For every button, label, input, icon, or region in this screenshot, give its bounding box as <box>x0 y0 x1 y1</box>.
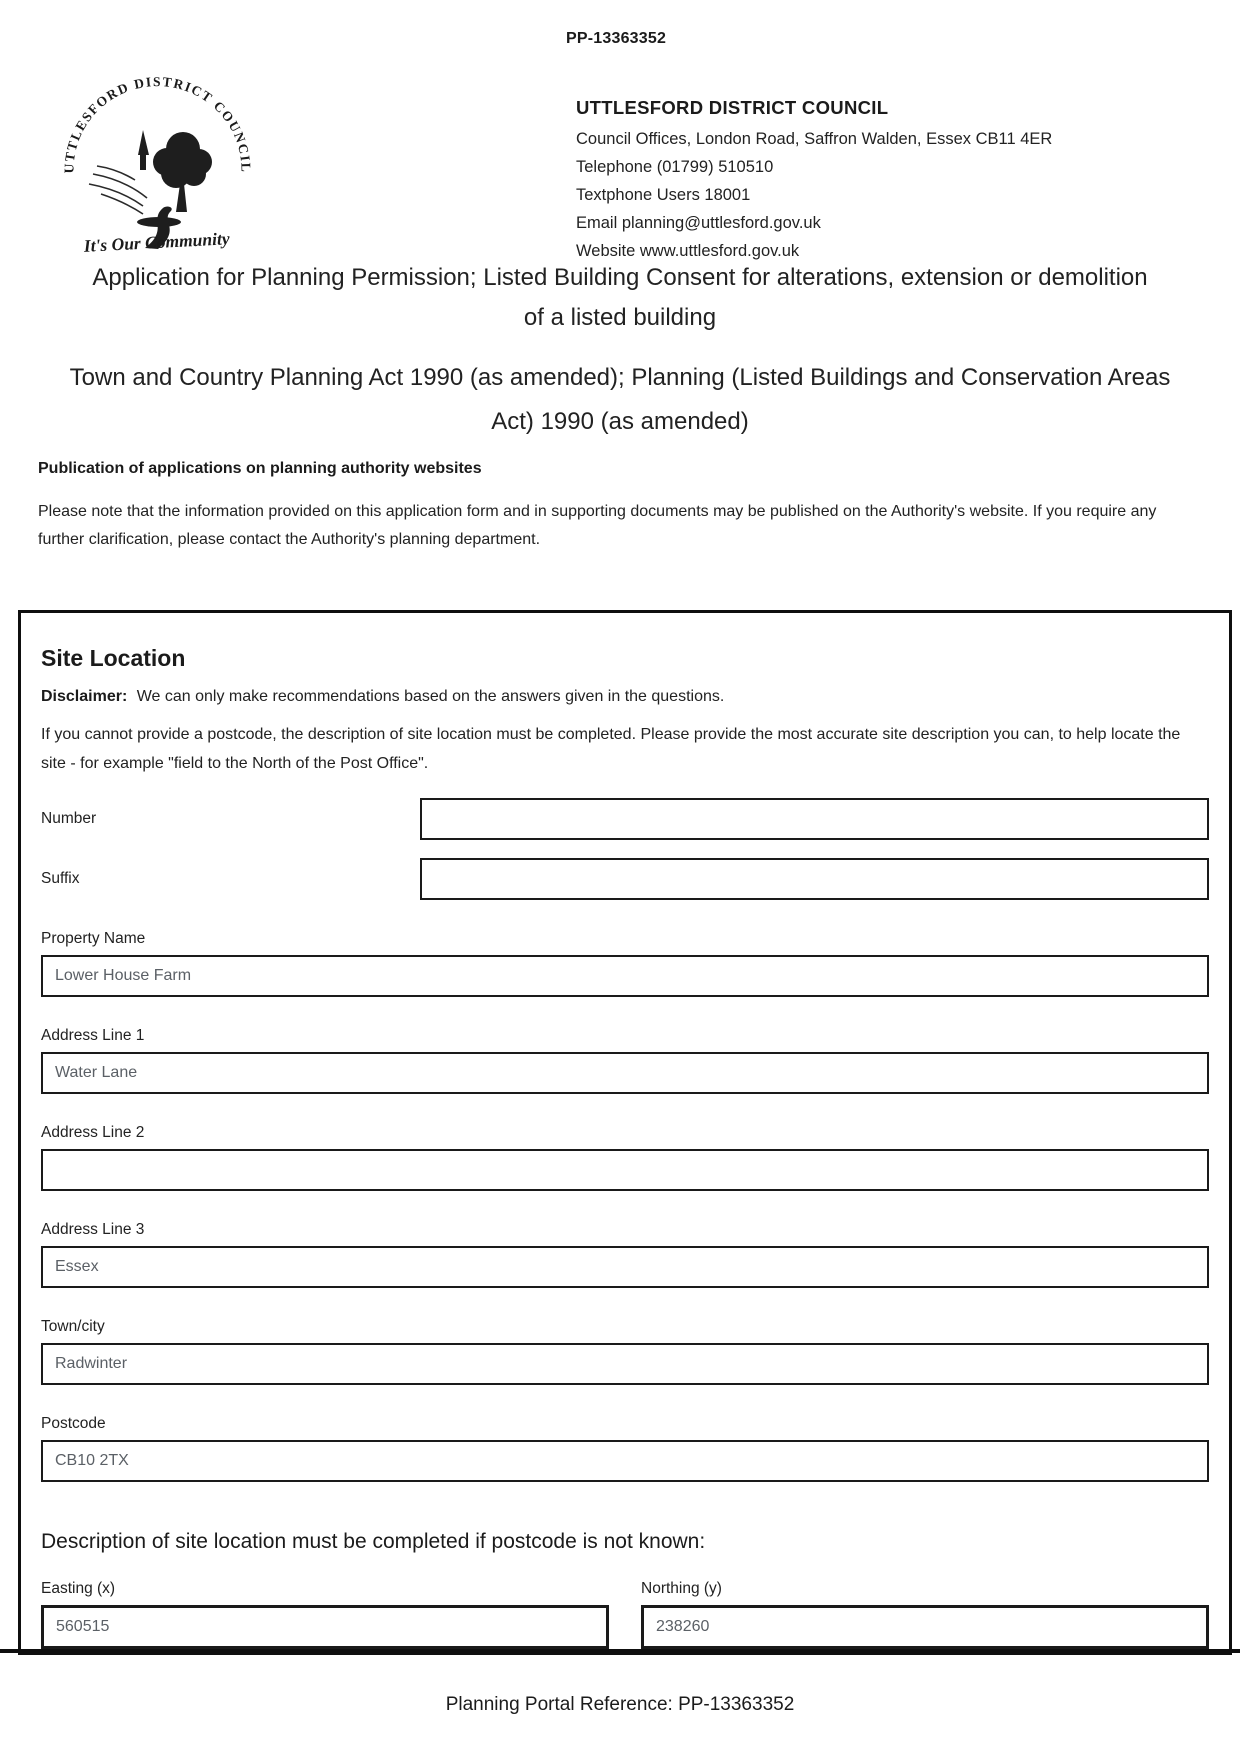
easting-field <box>41 1580 609 1649</box>
disclaimer-line <box>41 688 1209 706</box>
church-spire-icon <box>138 130 149 170</box>
council-logo <box>55 62 260 262</box>
address-line-1-field <box>41 1027 1209 1094</box>
easting-input[interactable] <box>41 1605 609 1649</box>
publication-heading: Publication of applications on planning authority websites <box>38 460 482 477</box>
footer-divider <box>0 1649 1240 1653</box>
publication-note: Please note that the information provided on this application form and in supporting documents may be published on the Authority's website. If you require any further clarification, please contact the Authority's planning department. <box>38 503 1157 548</box>
logo-arc-text: UTTLESFORD DISTRICT COUNCIL <box>61 74 254 174</box>
form-title: Application for Planning Permission; Listed Building Consent for alterations, extension or demolition of a listed building <box>92 264 1148 331</box>
council-email: Email planning@uttlesford.gov.uk <box>576 214 821 232</box>
disclaimer-text: We can only make recommendations based on the answers given in the questions. <box>136 688 725 705</box>
postcode-field <box>41 1415 1209 1482</box>
northing-field <box>641 1580 1209 1649</box>
council-telephone: Telephone (01799) 510510 <box>576 158 774 176</box>
suffix-input[interactable] <box>420 858 1209 900</box>
postcode-label: Postcode <box>41 1415 106 1432</box>
main-content <box>0 250 1240 1655</box>
address-line-1-input[interactable] <box>41 1052 1209 1094</box>
council-logo-image <box>55 62 260 257</box>
council-name: UTTLESFORD DISTRICT COUNCIL <box>576 97 889 118</box>
number-field-row <box>41 798 1209 840</box>
site-instructions: If you cannot provide a postcode, the description of site location must be completed. Please provide the most accurate site description you can, to help locate the site - for example "field to the North of the Post Office". <box>41 726 1181 772</box>
council-textphone: Textphone Users 18001 <box>576 186 751 204</box>
number-label: Number <box>41 810 97 827</box>
address-line-2-field <box>41 1124 1209 1191</box>
logo-tagline: It's Our Community <box>83 228 231 256</box>
suffix-field-row <box>41 858 1209 900</box>
site-location-section <box>18 610 1232 1655</box>
property-name-label: Property Name <box>41 930 146 947</box>
address-line-2-input[interactable] <box>41 1149 1209 1191</box>
town-city-label: Town/city <box>41 1318 105 1335</box>
site-location-heading: Site Location <box>41 645 186 671</box>
suffix-label: Suffix <box>41 870 80 887</box>
form-subtitle: Town and Country Planning Act 1990 (as amended); Planning (Listed Buildings and Conservation Areas Act) 1990 (as amended) <box>69 364 1171 435</box>
council-contact-block <box>576 94 1052 265</box>
council-website: Website www.uttlesford.gov.uk <box>576 242 800 260</box>
northing-label: Northing (y) <box>641 1580 722 1597</box>
footer-reference: Planning Portal Reference: PP-13363352 <box>445 1694 795 1715</box>
town-city-input[interactable] <box>41 1343 1209 1385</box>
address-line-2-label: Address Line 2 <box>41 1124 145 1141</box>
tree-icon <box>153 132 212 212</box>
council-address: Council Offices, London Road, Saffron Walden, Essex CB11 4ER <box>576 130 1053 148</box>
coordinates-row <box>41 1580 1209 1649</box>
disclaimer-label: Disclaimer: <box>41 688 128 705</box>
planning-reference: PP-13363352 <box>566 30 667 47</box>
town-city-field <box>41 1318 1209 1385</box>
address-line-1-label: Address Line 1 <box>41 1027 145 1044</box>
address-line-3-field <box>41 1221 1209 1288</box>
property-name-input[interactable] <box>41 955 1209 997</box>
address-line-3-label: Address Line 3 <box>41 1221 145 1238</box>
description-heading: Description of site location must be completed if postcode is not known: <box>41 1530 706 1553</box>
address-line-3-input[interactable] <box>41 1246 1209 1288</box>
number-input[interactable] <box>420 798 1209 840</box>
easting-label: Easting (x) <box>41 1580 116 1597</box>
northing-input[interactable] <box>641 1605 1209 1649</box>
property-name-field <box>41 930 1209 997</box>
field-lines-icon <box>89 166 147 214</box>
postcode-input[interactable] <box>41 1440 1209 1482</box>
